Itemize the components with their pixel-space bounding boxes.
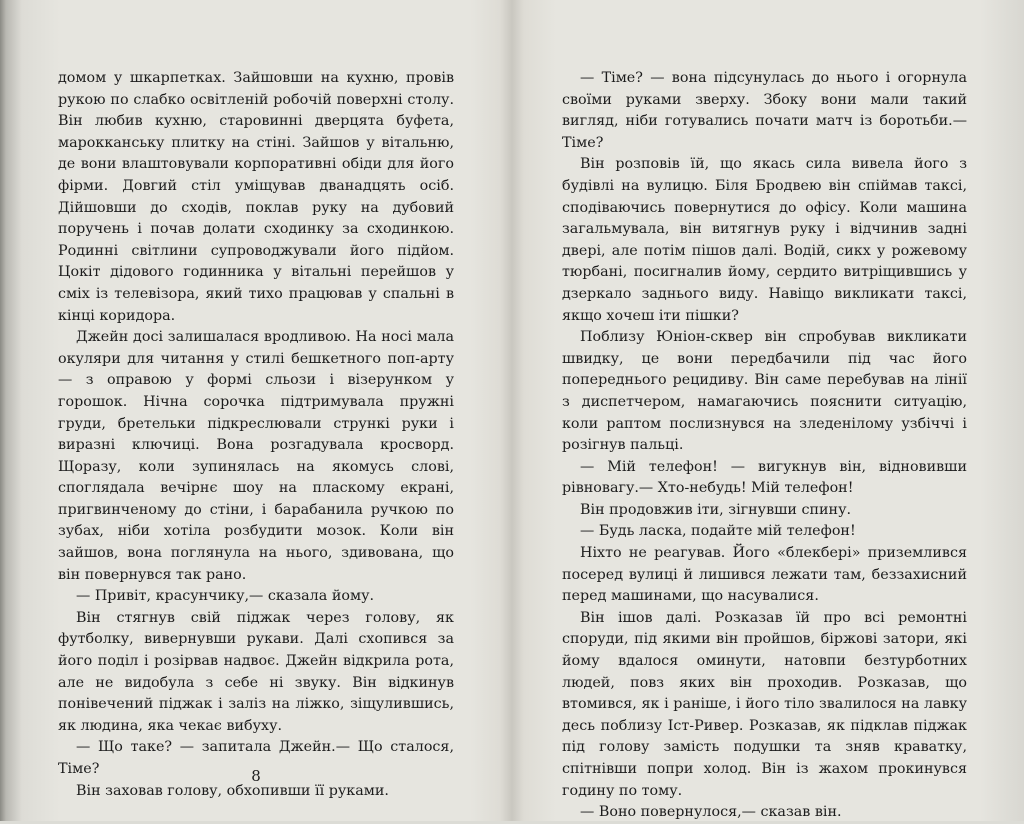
right-page-text <box>562 68 967 824</box>
paragraph: Він ішов далі. Розказав їй про всі ремонтні споруди, під якими він пройшов, біржові затори, які йому вдалося оминути, натовпи безтурботних людей, повз яких він проходив. Розказав, що втомився, як і раніше, і його тіло звалилося на лавку десь поблизу Іст-Ривер. Розказав, як підклав піджак під голову замість подушки та зняв краватку, спітнівши попри холод. Він із жахом прокинувся годину по тому. <box>562 609 967 799</box>
paragraph: домом у шкарпетках. Зайшовши на кухню, провів рукою по слабко освітленій робочій поверхні столу. Він любив кухню, старовинні дверцята буфета, марокканську плитку на стіні. Зайшов у вітальню, де вони влаштовували корпоративні обіди для його фірми. Довгий стіл уміщував дванадцять осіб. Дійшовши до сходів, поклав руку на дубовий поручень і почав долати сходинку за сходинкою. Родинні світлини супроводжували його підйом. Цокіт дідового годинника у вітальні перейшов у сміх із телевізора, який тихо працював у спальні в кінці коридора. <box>58 70 454 324</box>
paragraph: Ніхто не реагував. Його «блекбері» приземлився посеред вулиці й лишився лежати там, беззахисний перед машинами, що насувалися. <box>562 545 967 605</box>
paragraph: Джейн досі залишалася вродливою. На носі мала окуляри для читання у стилі бешкетного поп-арту — з оправою у формі сльози і візерунком у горошок. Нічна сорочка підтримувала пружні груди, бретельки підкреслювали стрункі руки і виразні ключиці. Вона розгадувала кросворд. Щоразу, коли зупинялась на якомусь слові, споглядала вечірнє шоу на пласкому екрані, пригвинченому до стіни, і барабанила ручкою по зубах, ніби хотіла розбудити мозок. Коли він зайшов, вона поглянула на нього, здивована, що він повернувся так рано. <box>58 329 454 583</box>
paragraph: — Привіт, красунчику,— сказала йому. <box>76 588 375 605</box>
paragraph: Він продовжив іти, зігнувши спину. <box>580 501 852 518</box>
paragraph: Він заховав голову, обхопивши її руками. <box>76 782 389 799</box>
paragraph: — Тіме? — вона підсунулась до нього і огорнула своїми руками зверху. Збоку вони мали такий вигляд, ніби готувались почати матч із боротьби.— Тіме? <box>562 70 967 151</box>
page-number: 8 <box>251 767 261 785</box>
paragraph: Поблизу Юніон-сквер він спробував викликати швидку, це вони передбачили під час його попереднього рецидиву. Він саме перебував на лінії з диспетчером, намагаючись пояснити ситуацію, коли раптом послизнувся на зледенілому узбіччі і розігнув пальці. <box>562 329 967 454</box>
left-page <box>0 0 512 821</box>
paragraph: — Мій телефон! — вигукнув він, відновивши рівновагу.— Хто-небудь! Мій телефон! <box>562 458 967 497</box>
paragraph: Він розповів їй, що якась сила вивела його з будівлі на вулицю. Біля Бродвею він спіймав таксі, сподіваючись повернутися до офісу. Коли машина загальмувала, він витягнув руку і відчинив задні двері, але потім пішов далі. Водій, сикх у рожевому тюрбані, посигналив йому, сердито витріщившись у дзеркало заднього виду. Навіщо викликати таксі, якщо хочеш іти пішки? <box>562 156 967 324</box>
paragraph: Він стягнув свій піджак через голову, як футболку, вивернувши рукави. Далі схопився за його поділ і розірвав надвоє. Джейн відкрила рота, але не видобула з себе ні звуку. Він відкинув понівечений піджак і заліз на ліжко, зіщулившись, як людина, яка чекає вибуху. <box>58 609 454 734</box>
paragraph: — Що таке? — запитала Джейн.— Що сталося, Тіме? <box>58 739 454 777</box>
paragraph: — Будь ласка, подайте мій телефон! <box>580 523 856 540</box>
left-page-text <box>58 68 454 802</box>
paragraph: — Воно повернулося,— сказав він. <box>580 804 842 821</box>
right-page <box>512 0 1024 821</box>
